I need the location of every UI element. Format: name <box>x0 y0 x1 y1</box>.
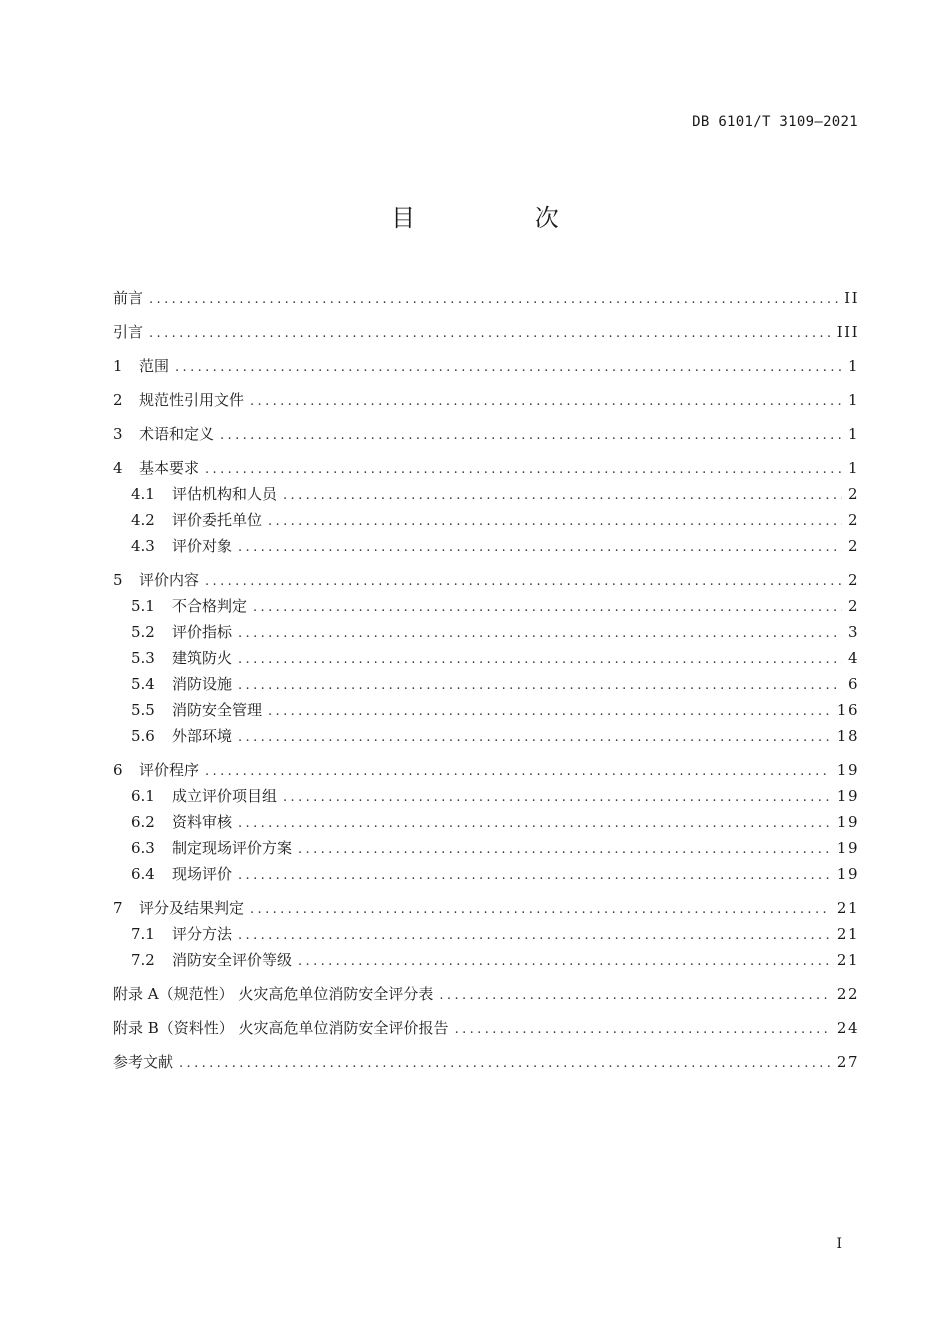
toc-entry[interactable] <box>113 724 859 750</box>
toc-leader-dots <box>220 424 842 448</box>
toc-leader-dots <box>455 1018 831 1042</box>
toc-entry-page: 16 <box>836 701 859 719</box>
toc-entry[interactable] <box>113 698 859 724</box>
toc-entry-label: 外部环境 <box>172 727 233 745</box>
toc-entry-label: 基本要求 <box>139 459 200 477</box>
toc-entry-page: II <box>844 289 859 307</box>
toc-entry[interactable] <box>113 1050 859 1076</box>
toc-entry-page: 4 <box>847 649 859 667</box>
toc-entry-label: 建筑防火 <box>172 649 233 667</box>
toc-entry-page: 2 <box>847 485 859 503</box>
toc-entry-page: 2 <box>847 511 859 529</box>
toc-entry-number: 2 <box>113 391 123 409</box>
toc-entry-number: 6.3 <box>131 839 155 857</box>
toc-entry-label: 现场评价 <box>172 865 233 883</box>
toc-entry-page: 1 <box>847 425 859 443</box>
toc-entry-page: 21 <box>836 899 859 917</box>
toc-leader-dots <box>175 356 842 380</box>
toc-leader-dots <box>179 1052 831 1076</box>
toc-entry-label: 术语和定义 <box>139 425 215 443</box>
toc-entry-label: 评估机构和人员 <box>172 485 278 503</box>
toc-entry-label: 附录 B（资料性） 火灾高危单位消防安全评价报告 <box>113 1019 449 1037</box>
toc-leader-dots <box>268 700 831 724</box>
page-title: 目 次 <box>391 204 615 232</box>
toc-entry-number: 5.2 <box>131 623 155 641</box>
toc-entry-label: 评价程序 <box>139 761 200 779</box>
toc-entry-number: 6 <box>113 761 123 779</box>
toc-entry[interactable] <box>113 896 859 922</box>
toc-entry-page: 19 <box>836 761 859 779</box>
toc-entry-page: 21 <box>836 925 859 943</box>
toc-leader-dots <box>238 674 842 698</box>
toc-entry-page: 19 <box>836 865 859 883</box>
toc-entry-page: 18 <box>836 727 859 745</box>
toc-entry-number: 7 <box>113 899 123 917</box>
toc-entry[interactable] <box>113 922 859 948</box>
toc-entry-page: 2 <box>847 597 859 615</box>
toc-entry-label: 评分方法 <box>172 925 233 943</box>
toc-leader-dots <box>238 812 831 836</box>
toc-entry-page: 22 <box>836 985 859 1003</box>
toc-entry-label: 成立评价项目组 <box>172 787 278 805</box>
toc-entry[interactable] <box>113 286 859 312</box>
toc-entry[interactable] <box>113 862 859 888</box>
toc-entry-label: 范围 <box>139 357 170 375</box>
toc-entry-page: 2 <box>847 537 859 555</box>
toc-entry-number: 6.4 <box>131 865 155 883</box>
toc-leader-dots <box>283 484 842 508</box>
toc-leader-dots <box>205 570 842 594</box>
toc-leader-dots <box>298 838 831 862</box>
toc-entry-number: 7.2 <box>131 951 155 969</box>
toc-entry[interactable] <box>113 784 859 810</box>
toc-entry-page: 6 <box>847 675 859 693</box>
toc-entry[interactable] <box>113 422 859 448</box>
toc-leader-dots <box>238 648 842 672</box>
toc-leader-dots <box>149 288 838 312</box>
toc-entry-label: 规范性引用文件 <box>139 391 245 409</box>
toc-entry-number: 5.6 <box>131 727 155 745</box>
toc-entry-number: 7.1 <box>131 925 155 943</box>
toc-entry[interactable] <box>113 320 859 346</box>
toc-entry-label: 评价指标 <box>172 623 233 641</box>
toc-leader-dots <box>439 984 831 1008</box>
toc-entry-number: 6.2 <box>131 813 155 831</box>
toc-entry-label: 评分及结果判定 <box>139 899 245 917</box>
toc-entry[interactable] <box>113 948 859 974</box>
toc-leader-dots <box>238 536 842 560</box>
toc-entry[interactable] <box>113 620 859 646</box>
toc-entry-page: 1 <box>847 357 859 375</box>
toc-entry-label: 不合格判定 <box>172 597 248 615</box>
toc-entry-label: 消防安全评价等级 <box>172 951 293 969</box>
toc-entry-label: 附录 A（规范性） 火灾高危单位消防安全评分表 <box>113 985 434 1003</box>
toc-entry-page: 1 <box>847 459 859 477</box>
toc-entry[interactable] <box>113 982 859 1008</box>
toc-entry[interactable] <box>113 456 859 482</box>
toc-leader-dots <box>238 864 831 888</box>
toc-leader-dots <box>298 950 831 974</box>
toc-entry-number: 5.3 <box>131 649 155 667</box>
toc-entry[interactable] <box>113 534 859 560</box>
toc-leader-dots <box>250 898 831 922</box>
toc-entry-page: 21 <box>836 951 859 969</box>
page-number: I <box>836 1236 842 1252</box>
table-of-contents <box>113 286 859 1076</box>
toc-entry-page: 24 <box>836 1019 859 1037</box>
toc-entry-number: 3 <box>113 425 123 443</box>
toc-entry-label: 评价委托单位 <box>172 511 263 529</box>
toc-entry[interactable] <box>113 482 859 508</box>
toc-entry-number: 4.3 <box>131 537 155 555</box>
toc-entry[interactable] <box>113 672 859 698</box>
toc-entry-number: 1 <box>113 357 123 375</box>
toc-entry[interactable] <box>113 646 859 672</box>
toc-entry-label: 参考文献 <box>113 1053 174 1071</box>
toc-entry-label: 引言 <box>113 323 144 341</box>
toc-entry-number: 5.4 <box>131 675 155 693</box>
toc-leader-dots <box>205 760 831 784</box>
toc-entry-page: III <box>836 323 859 341</box>
toc-entry-page: 19 <box>836 839 859 857</box>
toc-entry-number: 6.1 <box>131 787 155 805</box>
toc-entry-page: 1 <box>847 391 859 409</box>
toc-entry[interactable] <box>113 594 859 620</box>
toc-entry[interactable] <box>113 1016 859 1042</box>
toc-entry-page: 19 <box>836 787 859 805</box>
toc-entry[interactable] <box>113 810 859 836</box>
toc-entry[interactable] <box>113 508 859 534</box>
toc-leader-dots <box>238 726 831 750</box>
toc-entry-label: 评价内容 <box>139 571 200 589</box>
toc-entry[interactable] <box>113 354 859 380</box>
toc-leader-dots <box>205 458 842 482</box>
toc-entry-page: 2 <box>847 571 859 589</box>
toc-entry-label: 评价对象 <box>172 537 233 555</box>
toc-leader-dots <box>238 924 831 948</box>
toc-entry-label: 消防安全管理 <box>172 701 263 719</box>
toc-entry-label: 资料审核 <box>172 813 233 831</box>
toc-leader-dots <box>250 390 842 414</box>
toc-leader-dots <box>238 622 842 646</box>
toc-entry-page: 3 <box>847 623 859 641</box>
toc-entry-number: 4 <box>113 459 123 477</box>
toc-entry-label: 消防设施 <box>172 675 233 693</box>
toc-entry-page: 27 <box>836 1053 859 1071</box>
toc-leader-dots <box>253 596 842 620</box>
toc-entry[interactable] <box>113 758 859 784</box>
toc-entry[interactable] <box>113 388 859 414</box>
toc-entry-label: 前言 <box>113 289 144 307</box>
toc-entry-number: 4.1 <box>131 485 155 503</box>
toc-entry[interactable] <box>113 568 859 594</box>
toc-entry-number: 5.5 <box>131 701 155 719</box>
toc-entry[interactable] <box>113 836 859 862</box>
toc-entry-number: 5 <box>113 571 123 589</box>
toc-entry-number: 4.2 <box>131 511 155 529</box>
toc-entry-page: 19 <box>836 813 859 831</box>
document-code: DB 6101/T 3109—2021 <box>692 114 858 130</box>
toc-leader-dots <box>268 510 842 534</box>
toc-entry-number: 5.1 <box>131 597 155 615</box>
toc-leader-dots <box>149 322 831 346</box>
toc-leader-dots <box>283 786 831 810</box>
toc-entry-label: 制定现场评价方案 <box>172 839 293 857</box>
